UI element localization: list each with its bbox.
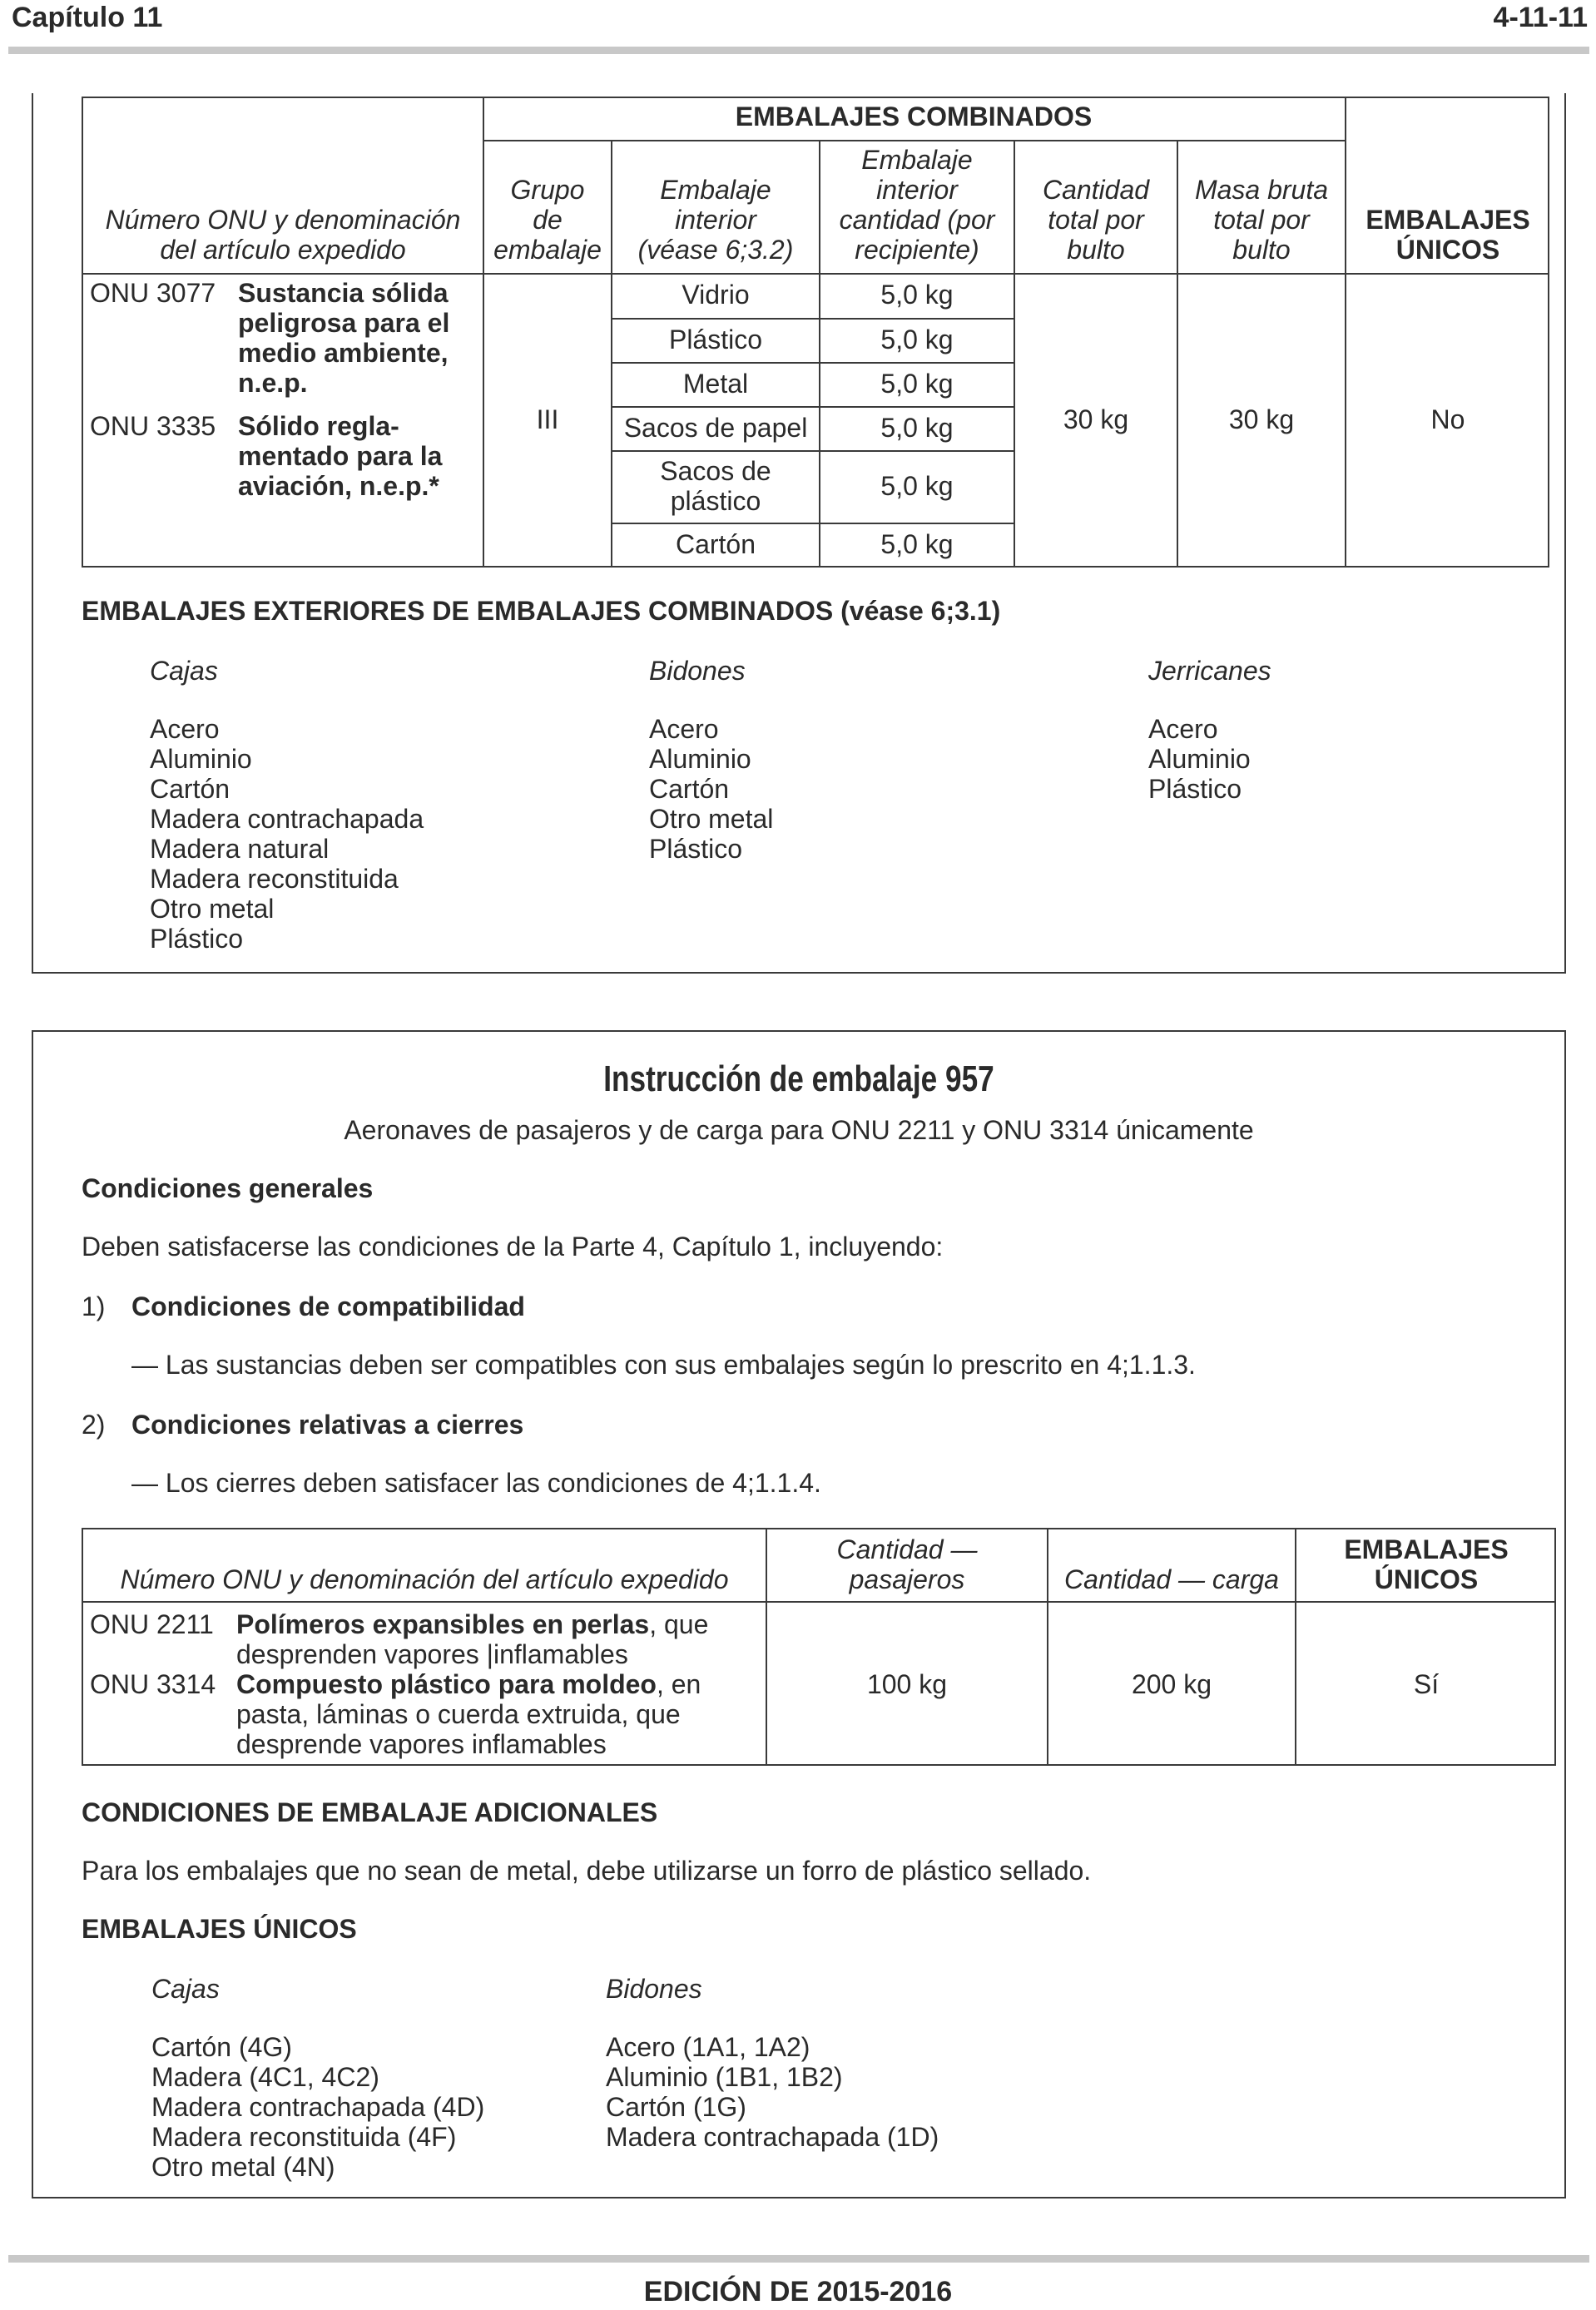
list-item: Otro metal bbox=[150, 894, 275, 924]
table2-vline bbox=[1047, 1528, 1048, 1766]
cond1-number: 1) bbox=[82, 1291, 106, 1321]
outer-col-title: Cajas bbox=[150, 656, 218, 686]
list-item: Madera reconstituida bbox=[150, 864, 399, 894]
outer-col-list bbox=[649, 714, 773, 864]
cargo-qty-value: 200 kg bbox=[1131, 1669, 1212, 1699]
col-header-group: Grupo de embalaje bbox=[493, 175, 602, 265]
list-item: Acero (1A1, 1A2) bbox=[606, 2032, 810, 2062]
list-item: Otro metal bbox=[649, 804, 774, 834]
pi957-subtitle: Aeronaves de pasajeros y de carga para ONU 2211 y ONU 3314 únicamente bbox=[344, 1115, 1254, 1145]
list-item: Cartón bbox=[649, 774, 730, 804]
outer-col-list bbox=[1148, 714, 1251, 804]
additional-conditions-heading: CONDICIONES DE EMBALAJE ADICIONALES bbox=[82, 1797, 658, 1827]
list-item: Madera reconstituida (4F) bbox=[151, 2122, 457, 2152]
packing-group-value: III bbox=[536, 404, 559, 434]
general-conditions-heading: Condiciones generales bbox=[82, 1173, 374, 1203]
un3077-number: ONU 3077 bbox=[90, 278, 216, 308]
header-rule bbox=[8, 47, 1589, 54]
inner-qty-cell: 5,0 kg bbox=[880, 369, 954, 399]
list-item: Madera natural bbox=[150, 834, 330, 864]
list-item: Otro metal (4N) bbox=[151, 2152, 335, 2182]
table1-hline bbox=[611, 450, 1014, 452]
inner-qty-cell: 5,0 kg bbox=[880, 471, 954, 501]
inner-qty-cell: 5,0 kg bbox=[880, 529, 954, 559]
list-item: Acero bbox=[1148, 714, 1218, 744]
cond2-text: — Los cierres deben satisfacer las condiciones de 4;1.1.4. bbox=[131, 1468, 821, 1498]
general-intro: Deben satisfacerse las condiciones de la Parte 4, Capítulo 1, incluyendo: bbox=[82, 1232, 944, 1262]
table1-hline bbox=[611, 406, 1014, 408]
list-item: Plástico bbox=[150, 924, 244, 954]
table1-hline bbox=[82, 273, 1549, 275]
total-mass-value: 30 kg bbox=[1228, 404, 1295, 434]
edition-label: EDICIÓN DE 2015-2016 bbox=[643, 2276, 953, 2308]
inner-pack-cell: Vidrio bbox=[682, 280, 750, 310]
inner-pack-cell: Plástico bbox=[668, 325, 763, 354]
inner-pack-cell: Cartón bbox=[675, 529, 756, 559]
col-header-inner: Embalaje interior (véase 6;3.2) bbox=[637, 175, 794, 265]
outer-col-title: Jerricanes bbox=[1148, 656, 1271, 686]
right-frame-line bbox=[1564, 93, 1566, 974]
un2211-name: Polímeros expansibles en perlas, que desprenden vapores |inflamables bbox=[236, 1609, 709, 1669]
list-item: Aluminio bbox=[150, 744, 252, 774]
single-col-list bbox=[606, 2032, 939, 2152]
list-item: Cartón (4G) bbox=[151, 2032, 292, 2062]
col-header-qty: Embalaje interior cantidad (por recipiente) bbox=[839, 145, 995, 265]
cond1-text: — Las sustancias deben ser compatibles con sus embalajes según lo prescrito en 4;1.1.3. bbox=[131, 1350, 1196, 1380]
table1-hline bbox=[611, 523, 1014, 524]
list-item: Acero bbox=[649, 714, 719, 744]
table1-vline bbox=[483, 97, 484, 568]
left-frame-line bbox=[32, 93, 33, 974]
inner-qty-cell: 5,0 kg bbox=[880, 280, 954, 310]
col-header-single: EMBALAJES ÚNICOS bbox=[1366, 205, 1530, 265]
single-col-list bbox=[151, 2032, 484, 2182]
inner-qty-cell: 5,0 kg bbox=[880, 325, 954, 354]
additional-conditions-text: Para los embalajes que no sean de metal, debe utilizarse un forro de plástico sellado. bbox=[82, 1856, 1092, 1886]
bottom-frame-line bbox=[32, 972, 1566, 974]
list-item: Madera contrachapada bbox=[150, 804, 424, 834]
table1-vline bbox=[1345, 97, 1346, 568]
list-item: Madera contrachapada (1D) bbox=[606, 2122, 939, 2152]
col-header-un: Número ONU y denominación del artículo expedido bbox=[105, 205, 461, 265]
inner-pack-cell: Metal bbox=[682, 369, 749, 399]
list-item: Plástico bbox=[649, 834, 743, 864]
un3314-number: ONU 3314 bbox=[90, 1669, 216, 1699]
cond2-number: 2) bbox=[82, 1410, 106, 1440]
single-packagings-heading: EMBALAJES ÚNICOS bbox=[82, 1914, 357, 1944]
pi957-title: Instrucción de embalaje 957 bbox=[603, 1058, 994, 1099]
un2211-number: ONU 2211 bbox=[90, 1609, 214, 1639]
page-number: 4-11-11 bbox=[1493, 2, 1588, 33]
t2-col-header-un: Número ONU y denominación del artículo expedido bbox=[120, 1564, 729, 1594]
single-col-title: Cajas bbox=[151, 1974, 220, 2004]
list-item: Cartón (1G) bbox=[606, 2092, 746, 2122]
t2-col-header-single: EMBALAJES ÚNICOS bbox=[1344, 1534, 1509, 1594]
table1-hline bbox=[611, 318, 1014, 320]
combined-packaging-header: EMBALAJES COMBINADOS bbox=[735, 102, 1093, 131]
outer-col-title: Bidones bbox=[649, 656, 746, 686]
col-header-total: Cantidad total por bulto bbox=[1042, 175, 1150, 265]
col-header-mass: Masa bruta total por bulto bbox=[1194, 175, 1329, 265]
outer-packaging-heading: EMBALAJES EXTERIORES DE EMBALAJES COMBINADOS (véase 6;3.1) bbox=[82, 596, 1001, 626]
footer-rule bbox=[8, 2255, 1589, 2263]
cond1-title: Condiciones de compatibilidad bbox=[131, 1291, 525, 1321]
un3314-name: Compuesto plástico para moldeo, en pasta, láminas o cuerda extruida, que desprende vapores inflamables bbox=[236, 1669, 701, 1759]
t2-single-value: Sí bbox=[1413, 1669, 1440, 1699]
list-item: Aluminio (1B1, 1B2) bbox=[606, 2062, 843, 2092]
single-packaging-value: No bbox=[1430, 404, 1465, 434]
un3077-name: Sustancia sólida peligrosa para el medio ambiente, n.e.p. bbox=[238, 278, 450, 398]
list-item: Aluminio bbox=[649, 744, 751, 774]
total-qty-value: 30 kg bbox=[1063, 404, 1129, 434]
t2-col-header-passenger: Cantidad — pasajeros bbox=[836, 1534, 978, 1594]
t2-col-header-cargo: Cantidad — carga bbox=[1064, 1564, 1279, 1594]
pi957-title-wrap bbox=[333, 1058, 1265, 1100]
single-col-title: Bidones bbox=[606, 1974, 702, 2004]
list-item: Plástico bbox=[1148, 774, 1242, 804]
un3335-name: Sólido regla- mentado para la aviación, n.e.p.* bbox=[238, 411, 443, 501]
list-item: Madera (4C1, 4C2) bbox=[151, 2062, 379, 2092]
inner-pack-cell: Sacos de papel bbox=[623, 413, 808, 443]
list-item: Aluminio bbox=[1148, 744, 1251, 774]
list-item: Madera contrachapada (4D) bbox=[151, 2092, 485, 2122]
list-item: Cartón bbox=[150, 774, 230, 804]
chapter-label: Capítulo 11 bbox=[12, 2, 163, 33]
inner-qty-cell: 5,0 kg bbox=[880, 413, 954, 443]
passenger-qty-value: 100 kg bbox=[866, 1669, 948, 1699]
inner-pack-cell: Sacos de plástico bbox=[660, 456, 771, 516]
list-item: Acero bbox=[150, 714, 220, 744]
table2-hline bbox=[82, 1601, 1556, 1603]
table1-hline bbox=[611, 362, 1014, 364]
un3335-number: ONU 3335 bbox=[90, 411, 216, 441]
outer-col-list bbox=[150, 714, 424, 954]
cond2-title: Condiciones relativas a cierres bbox=[131, 1410, 524, 1440]
